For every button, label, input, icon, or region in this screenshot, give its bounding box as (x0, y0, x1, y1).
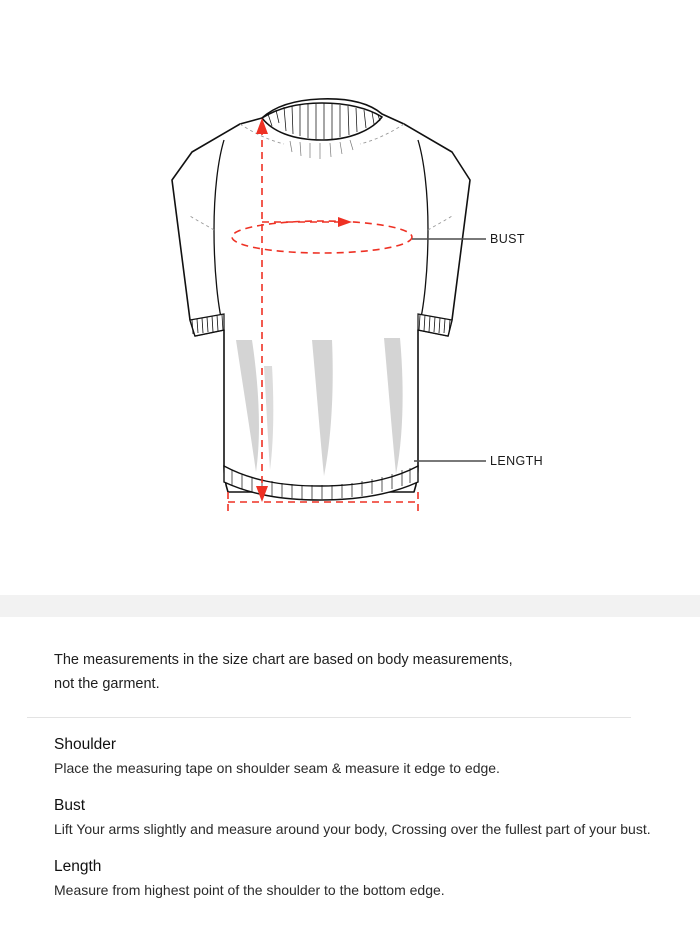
section-shoulder-body: Place the measuring tape on shoulder seam & measure it edge to edge. (54, 760, 500, 776)
horizontal-rule (27, 717, 631, 718)
section-length-title: Length (54, 858, 102, 875)
section-bust (54, 795, 654, 840)
length-label: LENGTH (490, 454, 544, 468)
section-divider-band (0, 595, 700, 617)
measurement-notice-line2: not the garment. (54, 676, 160, 692)
measurement-notice-line1: The measurements in the size chart are based on body measurements, (54, 652, 513, 668)
length-label-group (414, 454, 543, 468)
instruction-sections (54, 734, 654, 901)
section-shoulder (54, 734, 654, 779)
measurement-instructions (0, 617, 700, 946)
section-length-body: Measure from highest point of the shoulder to the bottom edge. (54, 882, 445, 898)
tshirt-illustration (172, 99, 470, 500)
section-bust-body: Lift Your arms slightly and measure around your body, Crossing over the fullest part of your bust. (54, 821, 651, 837)
section-bust-title: Bust (54, 797, 86, 814)
measurement-notice (54, 648, 654, 696)
section-length (54, 856, 654, 901)
bust-label: BUST (490, 232, 525, 246)
section-shoulder-title: Shoulder (54, 736, 117, 753)
